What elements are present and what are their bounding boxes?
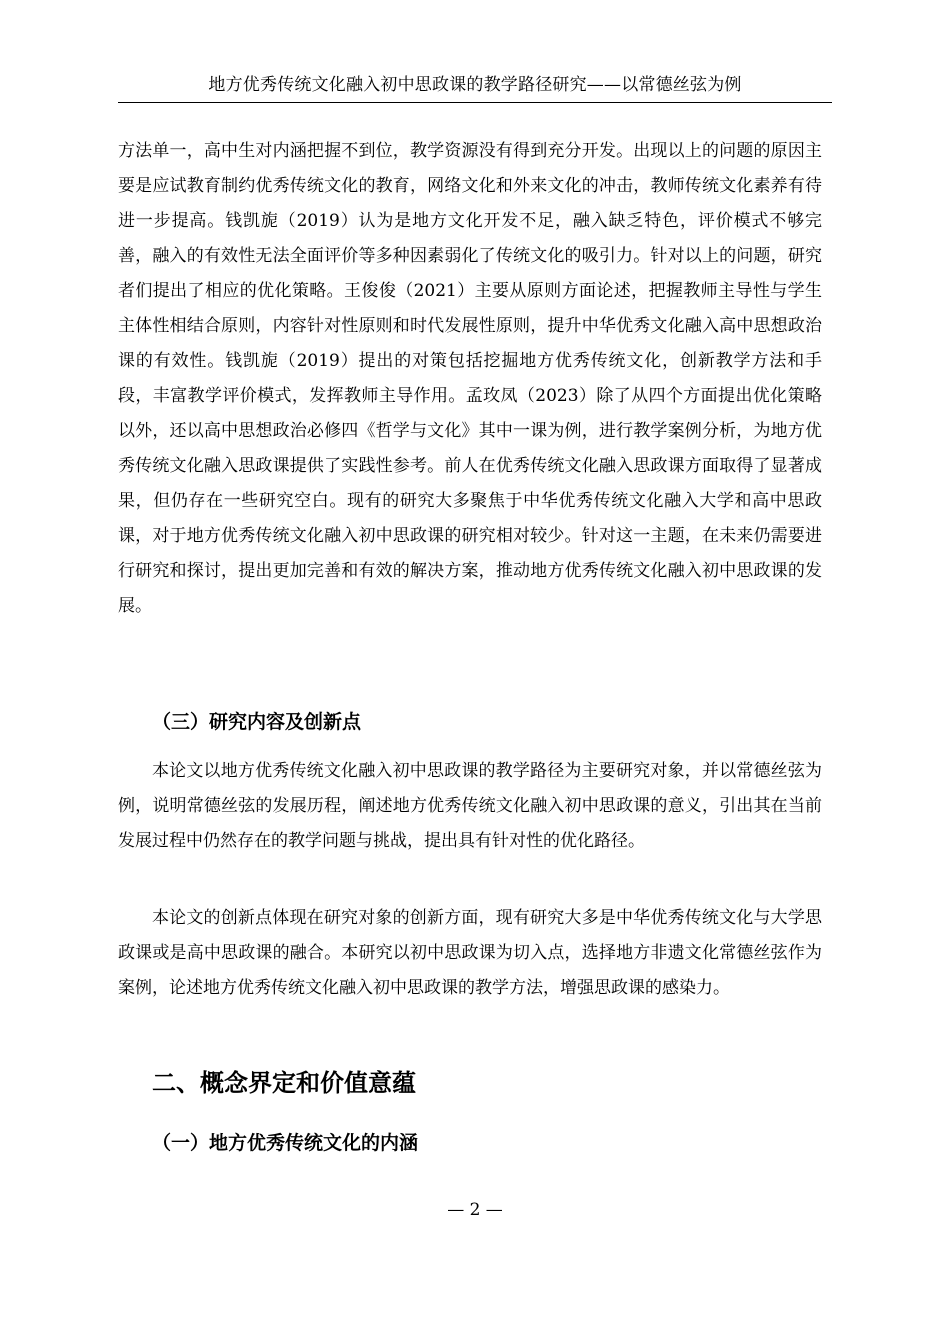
- page-number: — 2 —: [447, 1200, 503, 1220]
- header-rule: [118, 102, 832, 103]
- section-heading-research-content: （三）研究内容及创新点: [152, 711, 362, 733]
- section-heading-local-culture: （一）地方优秀传统文化的内涵: [152, 1132, 419, 1154]
- paragraph-research-object: 本论文以地方优秀传统文化融入初中思政课的教学路径为主要研究对象，并以常德丝弦为例，说明常德丝弦的发展历程，阐述地方优秀传统文化融入初中思政课的意义，引出其在当前发展过程中仍然存在的教学问题与挑战，提出具有针对性的优化路径。: [118, 761, 822, 851]
- running-header: 地方优秀传统文化融入初中思政课的教学路径研究——以常德丝弦为例: [208, 75, 742, 95]
- paragraph-literature-review: 方法单一，高中生对内涵把握不到位，教学资源没有得到充分开发。出现以上的问题的原因主要是应试教育制约优秀传统文化的教育，网络文化和外来文化的冲击，教师传统文化素养有待进一步提高。钱凯旎（2019）认为是地方文化开发不足，融入缺乏特色，评价模式不够完善，融入的有效性无法全面评价等多种因素弱化了传统文化的吸引力。针对以上的问题，研究者们提出了相应的优化策略。王俊俊（2021）主要从原则方面论述，把握教师主导性与学生主体性相结合原则，内容针对性原则和时代发展性原则，提升中华优秀文化融入高中思想政治课的有效性。钱凯旎（2019）提出的对策包括挖掘地方优秀传统文化，创新教学方法和手段，丰富教学评价模式，发挥教师主导作用。孟玫凤（2023）除了从四个方面提出优化策略以外，还以高中思想政治必修四《哲学与文化》其中一课为例，进行教学案例分析，为地方优秀传统文化融入思政课提供了实践性参考。前人在优秀传统文化融入思政课方面取得了显著成果，但仍存在一些研究空白。现有的研究大多聚焦于中华优秀传统文化融入大学和高中思政课，对于地方优秀传统文化融入初中思政课的研究相对较少。针对这一主题，在未来仍需要进行研究和探讨，提出更加完善和有效的解决方案，推动地方优秀传统文化融入初中思政课的发展。: [118, 141, 822, 616]
- chapter-heading-concepts: 二、概念界定和价值意蕴: [152, 1069, 416, 1097]
- paragraph-innovation: 本论文的创新点体现在研究对象的创新方面，现有研究大多是中华优秀传统文化与大学思政课或是高中思政课的融合。本研究以初中思政课为切入点，选择地方非遗文化常德丝弦作为案例，论述地方优秀传统文化融入初中思政课的教学方法，增强思政课的感染力。: [118, 908, 822, 998]
